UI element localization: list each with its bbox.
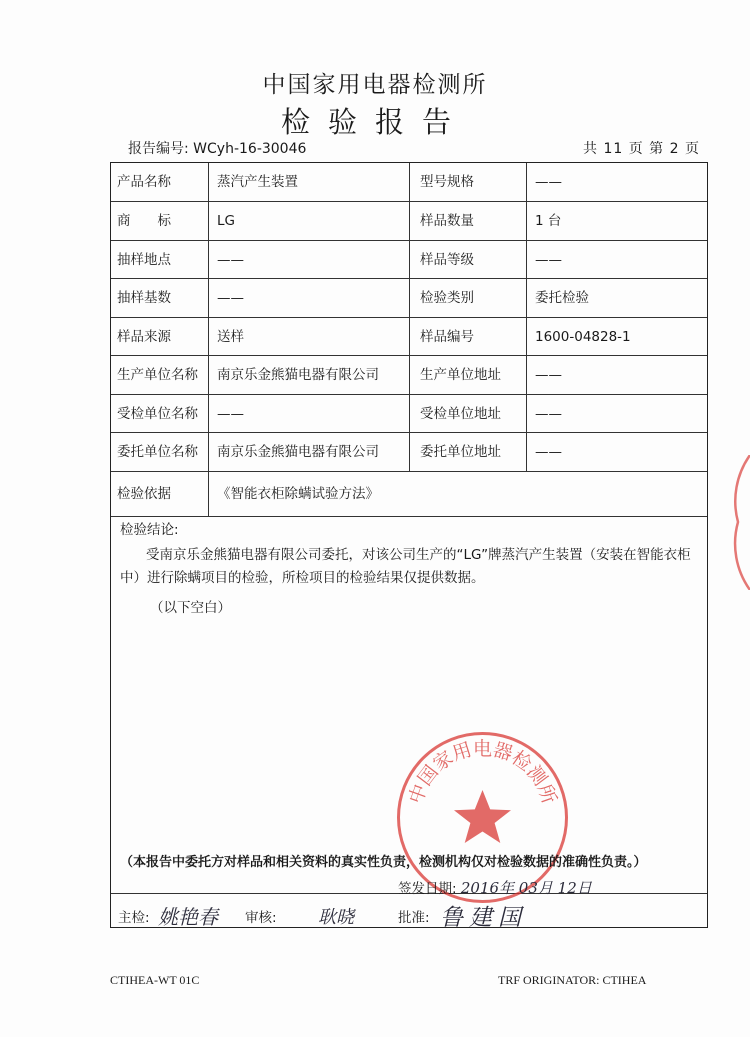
cell-label: 委托单位地址	[420, 444, 501, 460]
issue-date	[398, 877, 592, 898]
cell-label: 委托单位名称	[117, 444, 198, 460]
issue-date-value: 2016年 03月 12日	[460, 879, 592, 897]
report-number-label: 报告编号:	[128, 141, 189, 157]
row-divider	[111, 471, 707, 472]
reviewer-signature: 耿晓	[318, 907, 354, 928]
cell-value: ——	[535, 252, 562, 268]
cell-label: 检验类别	[420, 290, 474, 306]
page-info: 共 11 页 第 2 页	[583, 141, 700, 157]
cell-value: 委托检验	[535, 290, 589, 306]
cell-value: ——	[535, 444, 562, 460]
cell-value: 南京乐金熊猫电器有限公司	[217, 367, 379, 383]
inspector-label: 主检:	[118, 910, 150, 926]
cell-value: ——	[535, 174, 562, 190]
cell-value: ——	[535, 406, 562, 422]
cell-value: LG	[217, 213, 235, 229]
column-divider	[526, 163, 527, 471]
cell-label: 样品编号	[420, 329, 474, 345]
cell-label: 受检单位地址	[420, 406, 501, 422]
conclusion-text: 受南京乐金熊猫电器有限公司委托，对该公司生产的“LG”牌蒸汽产生装置（安装在智能衣柜中）进行除螨项目的检验，所检项目的检验结果仅提供数据。	[120, 547, 691, 586]
cell-label: 抽样基数	[117, 290, 171, 306]
seal-fragment-arc	[735, 455, 750, 590]
cell-value: 送样	[217, 329, 244, 345]
cell-value: 1600-04828-1	[535, 329, 631, 345]
institution-title: 中国家用电器检测所	[262, 72, 488, 98]
column-divider	[409, 163, 410, 471]
report-number-value: WCyh-16-30046	[193, 141, 307, 157]
cell-label: 产品名称	[117, 174, 171, 190]
cell-label: 样品数量	[420, 213, 474, 229]
cell-label: 样品等级	[420, 252, 474, 268]
cell-value: 南京乐金熊猫电器有限公司	[217, 444, 379, 460]
basis-value: 《智能衣柜除螨试验方法》	[217, 486, 379, 502]
cell-value: 蒸汽产生装置	[217, 174, 298, 190]
form-code: CTIHEA-WT 01C	[110, 973, 200, 987]
approver-label: 批准:	[398, 910, 430, 926]
cell-value: 1 台	[535, 213, 562, 229]
cell-label: 受检单位名称	[117, 406, 198, 422]
trf-originator: TRF ORIGINATOR: CTIHEA	[498, 973, 647, 987]
report-title: 检验报告	[280, 105, 469, 139]
cell-label: 生产单位地址	[420, 367, 501, 383]
seal-text: 中国家用电器检测所	[404, 737, 561, 807]
column-divider	[208, 163, 209, 516]
inspector-signature: 姚艳春	[158, 905, 218, 929]
conclusion-label: 检验结论:	[120, 522, 179, 538]
disclaimer: （本报告中委托方对样品和相关资料的真实性负责，检测机构仅对检验数据的准确性负责。）	[120, 855, 647, 870]
cross-page-seal-fragment	[728, 455, 750, 590]
cell-value: ——	[217, 290, 244, 306]
star-icon	[454, 790, 511, 843]
cell-value: ——	[535, 367, 562, 383]
cell-label: 商 标	[117, 213, 171, 229]
basis-label: 检验依据	[117, 486, 171, 502]
issue-date-label: 签发日期:	[398, 881, 457, 897]
cell-label: 生产单位名称	[117, 367, 198, 383]
reviewer-label: 审核:	[245, 910, 277, 926]
cell-value: ——	[217, 406, 244, 422]
cell-label: 样品来源	[117, 329, 171, 345]
approver-signature: 鲁建国	[440, 905, 527, 931]
report-number	[128, 138, 306, 158]
row-divider	[111, 516, 707, 517]
cell-label: 抽样地点	[117, 252, 171, 268]
cell-label: 型号规格	[420, 174, 474, 190]
blank-note: （以下空白）	[150, 600, 231, 616]
cell-value: ——	[217, 252, 244, 268]
